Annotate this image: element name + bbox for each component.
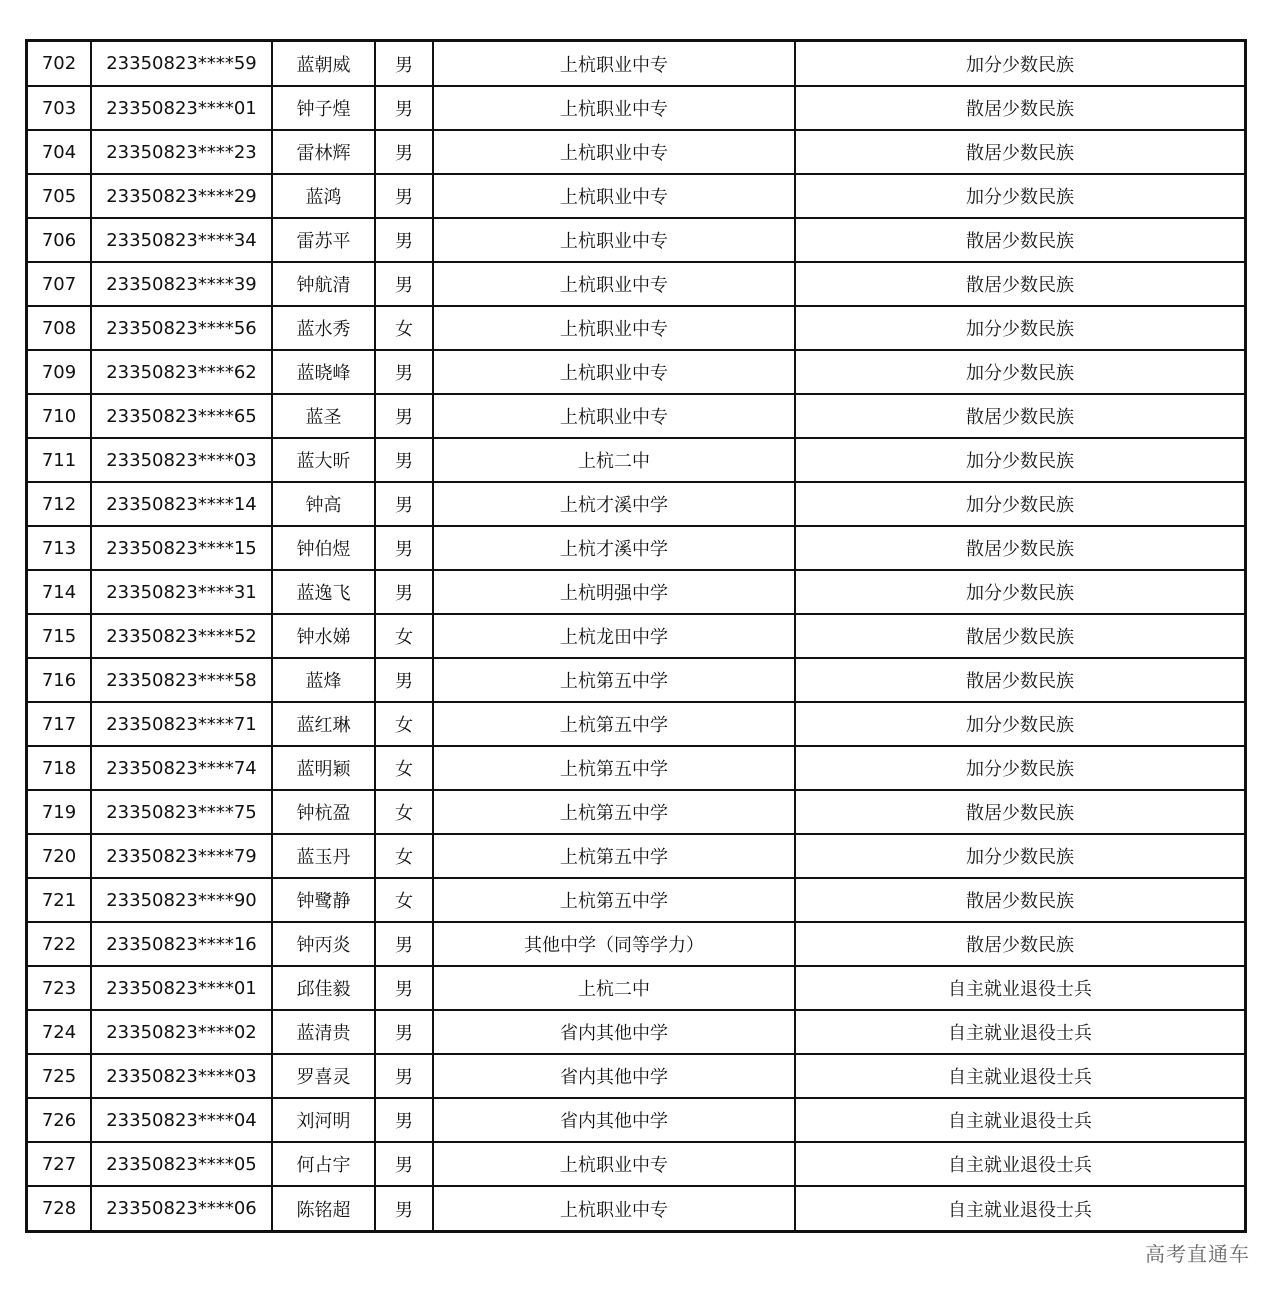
cell-name: 陈铭超 (272, 1186, 375, 1230)
table-row (28, 482, 1244, 526)
cell-exam-id: 23350823****71 (91, 702, 272, 746)
table-row (28, 1186, 1244, 1230)
cell-exam-id: 23350823****01 (91, 86, 272, 130)
cell-exam-id: 23350823****59 (91, 42, 272, 86)
cell-name: 邱佳毅 (272, 966, 375, 1010)
cell-exam-id: 23350823****65 (91, 394, 272, 438)
table-row (28, 1054, 1244, 1098)
cell-gender: 男 (375, 1098, 433, 1142)
cell-gender: 男 (375, 922, 433, 966)
cell-school: 上杭龙田中学 (433, 614, 795, 658)
cell-exam-id: 23350823****34 (91, 218, 272, 262)
cell-gender: 男 (375, 174, 433, 218)
cell-category: 散居少数民族 (795, 394, 1244, 438)
cell-name: 蓝明颖 (272, 746, 375, 790)
cell-number: 721 (28, 878, 91, 922)
cell-name: 钟高 (272, 482, 375, 526)
cell-school: 上杭职业中专 (433, 42, 795, 86)
cell-name: 罗喜灵 (272, 1054, 375, 1098)
cell-gender: 女 (375, 878, 433, 922)
cell-category: 散居少数民族 (795, 878, 1244, 922)
cell-school: 上杭第五中学 (433, 746, 795, 790)
cell-number: 719 (28, 790, 91, 834)
cell-name: 钟伯煜 (272, 526, 375, 570)
cell-name: 钟航清 (272, 262, 375, 306)
cell-school: 上杭职业中专 (433, 350, 795, 394)
cell-number: 703 (28, 86, 91, 130)
cell-gender: 男 (375, 262, 433, 306)
cell-name: 蓝红琳 (272, 702, 375, 746)
cell-name: 雷林辉 (272, 130, 375, 174)
table-row (28, 42, 1244, 86)
cell-category: 散居少数民族 (795, 130, 1244, 174)
table-row (28, 1142, 1244, 1186)
cell-number: 705 (28, 174, 91, 218)
cell-exam-id: 23350823****03 (91, 438, 272, 482)
cell-number: 718 (28, 746, 91, 790)
cell-school: 上杭职业中专 (433, 1142, 795, 1186)
cell-category: 散居少数民族 (795, 614, 1244, 658)
table-row (28, 1098, 1244, 1142)
table-row (28, 746, 1244, 790)
cell-category: 散居少数民族 (795, 262, 1244, 306)
cell-school: 省内其他中学 (433, 1010, 795, 1054)
table-body (28, 42, 1244, 1230)
cell-gender: 女 (375, 702, 433, 746)
cell-category: 散居少数民族 (795, 218, 1244, 262)
cell-name: 蓝鸿 (272, 174, 375, 218)
cell-gender: 男 (375, 218, 433, 262)
table-row (28, 526, 1244, 570)
cell-gender: 男 (375, 966, 433, 1010)
cell-number: 716 (28, 658, 91, 702)
cell-exam-id: 23350823****23 (91, 130, 272, 174)
cell-category: 加分少数民族 (795, 746, 1244, 790)
table-row (28, 570, 1244, 614)
cell-school: 上杭二中 (433, 438, 795, 482)
cell-exam-id: 23350823****05 (91, 1142, 272, 1186)
cell-number: 713 (28, 526, 91, 570)
cell-category: 自主就业退役士兵 (948, 1199, 1092, 1221)
cell-gender: 男 (375, 658, 433, 702)
table-row (28, 1010, 1244, 1054)
cell-gender: 男 (375, 1142, 433, 1186)
table-row (28, 306, 1244, 350)
cell-gender: 男 (375, 42, 433, 86)
cell-exam-id: 23350823****62 (91, 350, 272, 394)
cell-category: 加分少数民族 (795, 570, 1244, 614)
cell-school: 上杭职业中专 (433, 394, 795, 438)
cell-school: 上杭第五中学 (433, 702, 795, 746)
cell-number: 722 (28, 922, 91, 966)
cell-name: 钟杭盈 (272, 790, 375, 834)
cell-category: 加分少数民族 (795, 42, 1244, 86)
cell-number: 702 (28, 42, 91, 86)
cell-number: 720 (28, 834, 91, 878)
cell-school: 上杭明强中学 (433, 570, 795, 614)
cell-gender: 男 (375, 394, 433, 438)
cell-exam-id: 23350823****74 (91, 746, 272, 790)
cell-name: 蓝清贵 (272, 1010, 375, 1054)
cell-exam-id: 23350823****39 (91, 262, 272, 306)
cell-category: 自主就业退役士兵 (795, 1010, 1244, 1054)
cell-exam-id: 23350823****15 (91, 526, 272, 570)
cell-school: 上杭职业中专 (433, 1186, 795, 1230)
cell-school: 省内其他中学 (433, 1054, 795, 1098)
cell-name: 蓝水秀 (272, 306, 375, 350)
cell-number: 727 (28, 1142, 91, 1186)
table-row (28, 174, 1244, 218)
cell-school: 省内其他中学 (433, 1098, 795, 1142)
table-row (28, 702, 1244, 746)
table-row (28, 394, 1244, 438)
cell-exam-id: 23350823****06 (91, 1186, 272, 1230)
table-row (28, 130, 1244, 174)
cell-category: 散居少数民族 (795, 86, 1244, 130)
table-row (28, 614, 1244, 658)
cell-category: 加分少数民族 (795, 306, 1244, 350)
cell-number: 726 (28, 1098, 91, 1142)
cell-school: 上杭才溪中学 (433, 526, 795, 570)
cell-gender: 男 (375, 1054, 433, 1098)
table-row (28, 922, 1244, 966)
cell-exam-id: 23350823****29 (91, 174, 272, 218)
cell-category: 散居少数民族 (795, 526, 1244, 570)
cell-category: 散居少数民族 (795, 922, 1244, 966)
cell-name: 何占宇 (272, 1142, 375, 1186)
cell-gender: 女 (375, 790, 433, 834)
cell-category: 自主就业退役士兵 (795, 1142, 1244, 1186)
cell-gender: 男 (375, 482, 433, 526)
cell-gender: 男 (375, 570, 433, 614)
cell-school: 上杭第五中学 (433, 878, 795, 922)
cell-category: 自主就业退役士兵 (795, 1054, 1244, 1098)
cell-name: 钟水娣 (272, 614, 375, 658)
table-row (28, 966, 1244, 1010)
cell-gender: 男 (375, 350, 433, 394)
cell-gender: 男 (375, 130, 433, 174)
cell-exam-id: 23350823****56 (91, 306, 272, 350)
cell-gender: 女 (375, 306, 433, 350)
cell-exam-id: 23350823****31 (91, 570, 272, 614)
cell-number: 710 (28, 394, 91, 438)
table-row (28, 878, 1244, 922)
cell-gender: 男 (375, 526, 433, 570)
cell-school: 上杭第五中学 (433, 834, 795, 878)
cell-category: 加分少数民族 (795, 482, 1244, 526)
cell-number: 723 (28, 966, 91, 1010)
table-row (28, 790, 1244, 834)
cell-name: 雷苏平 (272, 218, 375, 262)
cell-school: 上杭职业中专 (433, 174, 795, 218)
cell-school: 上杭职业中专 (433, 86, 795, 130)
roster-table (25, 39, 1247, 1233)
cell-school: 上杭第五中学 (433, 790, 795, 834)
cell-number: 715 (28, 614, 91, 658)
table-row (28, 262, 1244, 306)
cell-exam-id: 23350823****03 (91, 1054, 272, 1098)
cell-exam-id: 23350823****52 (91, 614, 272, 658)
cell-exam-id: 23350823****90 (91, 878, 272, 922)
cell-name: 蓝逸飞 (272, 570, 375, 614)
cell-name: 刘河明 (272, 1098, 375, 1142)
cell-gender: 女 (375, 614, 433, 658)
cell-name: 蓝晓峰 (272, 350, 375, 394)
cell-school: 上杭才溪中学 (433, 482, 795, 526)
cell-exam-id: 23350823****04 (91, 1098, 272, 1142)
cell-exam-id: 23350823****01 (91, 966, 272, 1010)
cell-number: 712 (28, 482, 91, 526)
cell-number: 704 (28, 130, 91, 174)
cell-school: 其他中学（同等学力） (433, 922, 795, 966)
cell-category: 自主就业退役士兵 (795, 1098, 1244, 1142)
watermark-text: 高考直通车 (1145, 1242, 1250, 1266)
cell-category: 自主就业退役士兵 (795, 966, 1244, 1010)
cell-category: 散居少数民族 (795, 790, 1244, 834)
cell-exam-id: 23350823****75 (91, 790, 272, 834)
cell-category: 散居少数民族 (795, 658, 1244, 702)
cell-name: 蓝烽 (272, 658, 375, 702)
cell-exam-id: 23350823****02 (91, 1010, 272, 1054)
cell-number: 706 (28, 218, 91, 262)
cell-number: 714 (28, 570, 91, 614)
cell-number: 711 (28, 438, 91, 482)
cell-gender: 女 (375, 746, 433, 790)
cell-gender: 男 (375, 1186, 433, 1230)
cell-number: 708 (28, 306, 91, 350)
cell-number: 724 (28, 1010, 91, 1054)
cell-name: 蓝大昕 (272, 438, 375, 482)
cell-gender: 男 (375, 86, 433, 130)
cell-exam-id: 23350823****79 (91, 834, 272, 878)
cell-exam-id: 23350823****14 (91, 482, 272, 526)
cell-exam-id: 23350823****16 (91, 922, 272, 966)
cell-number: 725 (28, 1054, 91, 1098)
table-row (28, 218, 1244, 262)
cell-school: 上杭二中 (433, 966, 795, 1010)
cell-name: 蓝玉丹 (272, 834, 375, 878)
cell-name: 钟子煌 (272, 86, 375, 130)
cell-school: 上杭职业中专 (433, 218, 795, 262)
cell-number: 717 (28, 702, 91, 746)
cell-school: 上杭职业中专 (433, 130, 795, 174)
cell-category: 加分少数民族 (795, 350, 1244, 394)
cell-gender: 女 (375, 834, 433, 878)
cell-category: 加分少数民族 (795, 438, 1244, 482)
table-row (28, 834, 1244, 878)
cell-category: 加分少数民族 (795, 834, 1244, 878)
cell-school: 上杭第五中学 (433, 658, 795, 702)
cell-gender: 男 (375, 438, 433, 482)
cell-school: 上杭职业中专 (433, 262, 795, 306)
cell-category: 加分少数民族 (795, 174, 1244, 218)
cell-school: 上杭职业中专 (433, 306, 795, 350)
table-row (28, 658, 1244, 702)
cell-number: 707 (28, 262, 91, 306)
table-row (28, 86, 1244, 130)
cell-exam-id: 23350823****58 (91, 658, 272, 702)
cell-category: 加分少数民族 (795, 702, 1244, 746)
cell-name: 蓝朝威 (272, 42, 375, 86)
table-row (28, 350, 1244, 394)
cell-gender: 男 (375, 1010, 433, 1054)
cell-name: 蓝圣 (272, 394, 375, 438)
cell-number: 709 (28, 350, 91, 394)
table-row (28, 438, 1244, 482)
cell-name: 钟鹭静 (272, 878, 375, 922)
cell-number: 728 (28, 1186, 91, 1230)
cell-name: 钟丙炎 (272, 922, 375, 966)
